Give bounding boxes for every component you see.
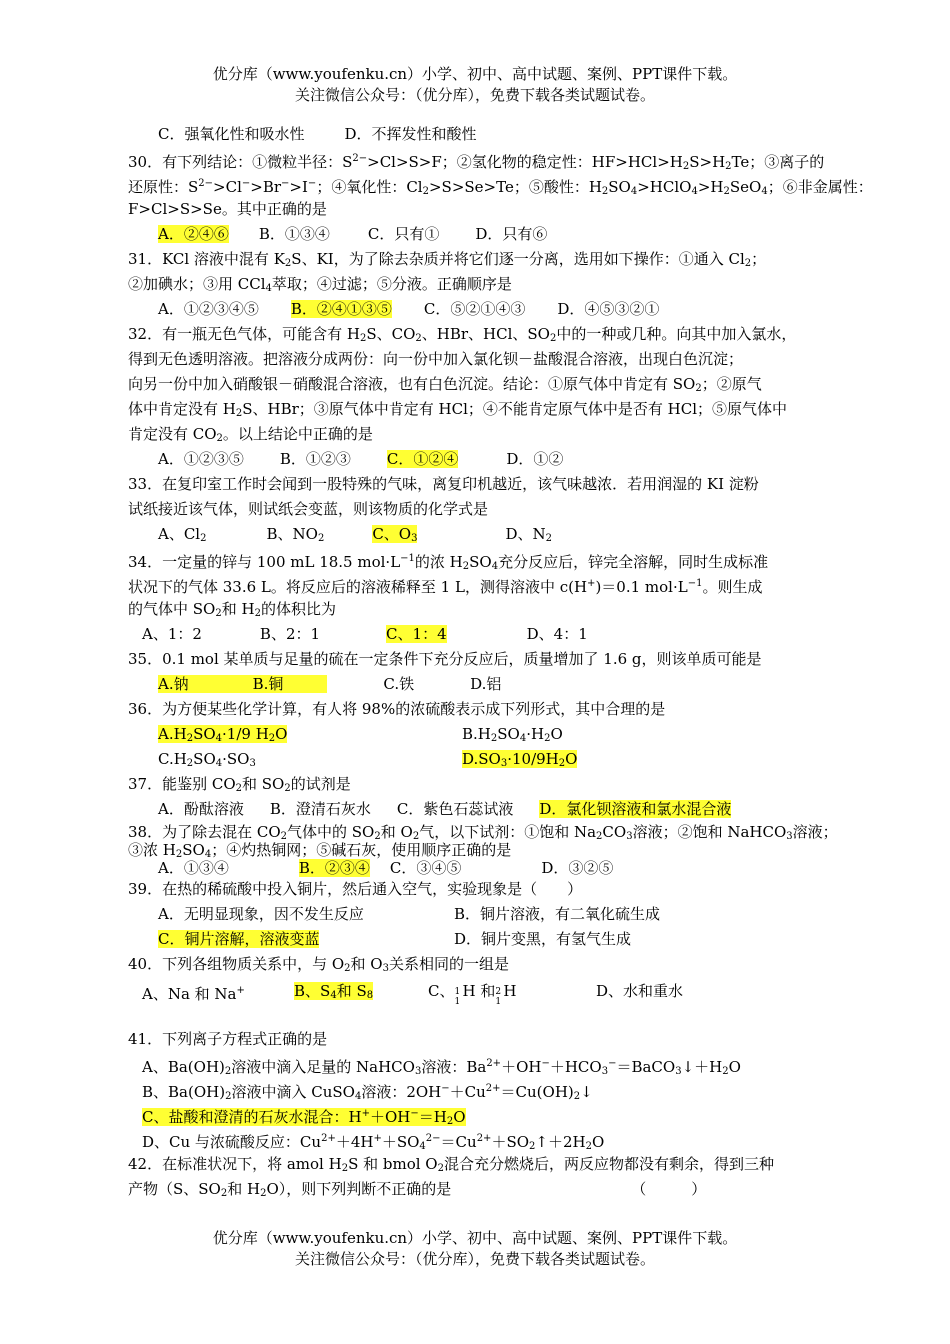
q39-option-d: D．铜片变黑，有氢气生成 — [454, 930, 632, 948]
q33-option-a: A、$Cl_2$ — [158, 525, 207, 544]
q33-option-d: D、$N_2$ — [505, 525, 552, 544]
q40-stem: 40．下列各组物质关系中，与 $O_2$和 $O_3$关系相同的一组是 — [128, 955, 509, 974]
q29-options — [158, 123, 477, 145]
q36-option-b: $B.H_2SO_4\cdot H_2O$ — [462, 725, 563, 744]
q30-stem-line1: 30．有下列结论：①微粒半径：$S^{2-}>Cl>S>F$；②氢化物的稳定性：$HF>HCl>H_2S>H_2Te$；③离子的 — [128, 153, 825, 172]
q29-option-d: D．不挥发性和酸性 — [344, 125, 477, 143]
q33-stem-line1: 33．在复印室工作时会闻到一股特殊的气味，离复印机越近，该气味越浓．若用润湿的 KI 淀粉 — [128, 475, 759, 493]
q29-option-c: C．强氧化性和吸水性 — [158, 125, 305, 143]
q30-options — [158, 223, 547, 245]
q33-option-c: C、$O_3$ — [372, 525, 418, 544]
q41-option-d: D、Cu 与浓硫酸反应：$Cu^{2+}+4H^++SO_4^{2-}=Cu^{2+}+SO_2↑+2H_2O$ — [142, 1133, 605, 1152]
q32-options — [158, 448, 563, 470]
q38-option-d: D．③②⑤ — [541, 859, 614, 877]
q30-stem-line2: 还原性：$S^{2-}>Cl^->Br^->I^-$；④氧化性：$Cl_2>S>Se>Te$；⑤酸性：$H_2SO_4>HClO_4>H_2SeO_4$；⑥非金属性： — [128, 178, 873, 197]
q34-options — [142, 623, 588, 645]
q30-option-d: D．只有⑥ — [475, 225, 548, 243]
page-header-line1: 优分库（www.youfenku.cn）小学、初中、高中试题、案例、PPT课件下载。 — [212, 65, 738, 83]
q32-option-a: A．①②③⑤ — [158, 450, 244, 468]
q30-stem-line3: F>Cl>S>Se。其中正确的是 — [128, 200, 327, 218]
q36-option-d: $D.SO_3\cdot 10/9H_2O$ — [462, 750, 578, 769]
q38-option-b: B．②③④ — [298, 859, 370, 877]
q32-stem-line5: 肯定没有 $CO_2$。以上结论中正确的是 — [128, 425, 373, 444]
q31-option-a: A．①②③④⑤ — [158, 300, 259, 318]
q35-options — [158, 673, 501, 695]
q38-stem-line2: ③浓 $H_2SO_4$；④灼热铜网；⑤碱石灰，使用顺序正确的是 — [128, 841, 512, 860]
q41-option-b: B、$Ba(OH)_2$溶液中滴入 CuSO$_4$溶液：$2OH^-+Cu^{2+}=Cu(OH)_2↓$ — [142, 1083, 593, 1102]
q31-stem-line2: ②加碘水；③用 CCl$_4$萃取；④过滤；⑤分液。正确顺序是 — [128, 275, 512, 294]
q39-stem: 39．在热的稀硫酸中投入铜片，然后通入空气，实验现象是（ ） — [128, 880, 583, 898]
q34-option-b: B、2：1 — [259, 625, 321, 643]
q34-option-d: D、4：1 — [526, 625, 588, 643]
page-footer-line1: 优分库（www.youfenku.cn）小学、初中、高中试题、案例、PPT课件下载。 — [212, 1229, 738, 1247]
q37-stem: 37．能鉴别 $CO_2$和 $SO_2$的试剂是 — [128, 775, 351, 794]
q32-stem-line4: 体中肯定没有 $H_2S$、HBr；③原气体中肯定有 HCl；④不能肯定原气体中是否有 HCl；⑤原气体中 — [128, 400, 788, 419]
q32-option-c: C．①②④ — [386, 450, 459, 468]
q34-stem-line3: 的气体中 $SO_2$和 $H_2$的体积比为 — [128, 600, 336, 619]
q31-stem-line1: 31．KCl 溶液中混有 $K_2S$、KI，为了除去杂质并将它们逐一分离，选用如下操作：①通入 $Cl_2$； — [128, 250, 767, 269]
q41-stem: 41．下列离子方程式正确的是 — [128, 1030, 328, 1048]
q38-option-c: C．③④⑤ — [389, 859, 462, 877]
q34-stem-line1: 34．一定量的锌与 100 mL 18.5 $mol\cdot L^{-1}$的浓 $H_2SO_4$充分反应后，锌完全溶解，同时生成标准 — [128, 553, 769, 572]
q33-option-b: B、$NO_2$ — [266, 525, 325, 544]
q31-option-c: C．⑤②①④③ — [423, 300, 526, 318]
q34-option-a: A、1：2 — [142, 625, 202, 643]
q33-options — [158, 523, 552, 550]
q41-option-a: A、$Ba(OH)_2$溶液中滴入足量的 NaHCO$_3$溶液：$Ba^{2+}+OH^-+HCO_3^-=BaCO_3↓+H_2O$ — [142, 1058, 741, 1077]
q38-options — [158, 857, 613, 879]
q34-option-c: C、1：4 — [386, 625, 447, 643]
q32-stem-line2: 得到无色透明溶液。把溶液分成两份：向一份中加入氯化钡－盐酸混合溶液，出现白色沉淀； — [128, 350, 744, 368]
q30-option-a: A．②④⑥ — [158, 225, 229, 243]
q37-option-a: A．酚酞溶液 — [158, 800, 244, 818]
q32-stem-line3: 向另一份中加入硝酸银－硝酸混合溶液，也有白色沉淀。结论：①原气体中肯定有 $SO_2$；②原气 — [128, 375, 762, 394]
q42-stem-line1: 42．在标准状况下，将 amol $H_2S$ 和 bmol $O_2$混合充分燃烧后，两反应物都没有剩余，得到三种 — [128, 1155, 775, 1174]
q35-option-c: C.铁 — [383, 675, 415, 693]
q37-option-b: B．澄清石灰水 — [269, 800, 371, 818]
q37-option-c: C．紫色石蕊试液 — [396, 800, 514, 818]
q34-stem-line2: 状况下的气体 33.6 L。将反应后的溶液稀释至 1 L，测得溶液中 c(H+)＝0.1 $mol\cdot L^{-1}$。则生成 — [128, 578, 763, 596]
q30-option-b: B．①③④ — [258, 225, 330, 243]
q35-stem: 35．0.1 mol 某单质与足量的硫在一定条件下充分反应后，质量增加了 1.6 g，则该单质可能是 — [128, 650, 762, 668]
q32-option-d: D．①② — [506, 450, 564, 468]
q35-option-b: B.铜 — [253, 675, 328, 693]
q32-stem-line1: 32．有一瓶无色气体，可能含有 $H_2S$、$CO_2$、HBr、HCl、$SO_2$中的一种或几种。向其中加入氯水， — [128, 325, 797, 344]
q42-stem-line2: 产物（S、$SO_2$和 $H_2O$），则下列判断不正确的是 （ ） — [128, 1180, 707, 1199]
q36-option-c: $C.H_2SO_4\cdot SO_3$ — [158, 750, 256, 769]
q38-option-a: A．①③④ — [158, 859, 229, 877]
q36-option-a: $A.H_2SO_4\cdot 1/9$ $H_2O$ — [158, 725, 288, 744]
q35-option-a: A.钠 — [158, 675, 253, 693]
q37-options — [158, 798, 731, 820]
q38-stem-line1: 38．为了除去混在 $CO_2$气体中的 $SO_2$和 $O_2$气，以下试剂：①饱和 $Na_2CO_3$溶液；②饱和 NaHCO$_3$溶液； — [128, 823, 838, 842]
q30-option-c: C．只有① — [367, 225, 440, 243]
q40-option-c: C、 1 1 H 和 2 1 H — [428, 982, 517, 1007]
q40-option-d: D、水和重水 — [596, 982, 684, 1000]
page-header-line2: 关注微信公众号：（优分库），免费下载各类试题试卷。 — [294, 86, 655, 104]
q31-option-b: B．②④①③⑤ — [290, 300, 392, 318]
q31-option-d: D．④⑤③②① — [557, 300, 660, 318]
q41-option-c: C、盐酸和澄清的石灰水混合：$H^++OH^-=H_2O$ — [142, 1108, 466, 1127]
q42-answer-blank: （ ） — [631, 1180, 707, 1198]
q32-option-b: B．①②③ — [279, 450, 351, 468]
q39-option-c: C．铜片溶解，溶液变蓝 — [158, 930, 320, 948]
q36-stem: 36．为方便某些化学计算，有人将 98%的浓硫酸表示成下列形式，其中合理的是 — [128, 700, 666, 718]
q37-option-d: D．氯化钡溶液和氯水混合液 — [539, 800, 732, 818]
q40-option-a: A、Na 和 Na+ — [142, 985, 245, 1003]
q39-option-a: A．无明显现象，因不发生反应 — [158, 905, 364, 923]
q31-options — [158, 298, 659, 320]
page-footer-line2: 关注微信公众号：（优分库），免费下载各类试题试卷。 — [294, 1250, 655, 1268]
q39-option-b: B．铜片溶液，有二氧化硫生成 — [454, 905, 661, 923]
q40-option-b: B、$S_4$和 $S_8$ — [294, 982, 374, 1001]
q33-stem-line2: 试纸接近该气体，则试纸会变蓝，则该物质的化学式是 — [128, 500, 489, 518]
q35-option-d: D.铝 — [470, 675, 502, 693]
